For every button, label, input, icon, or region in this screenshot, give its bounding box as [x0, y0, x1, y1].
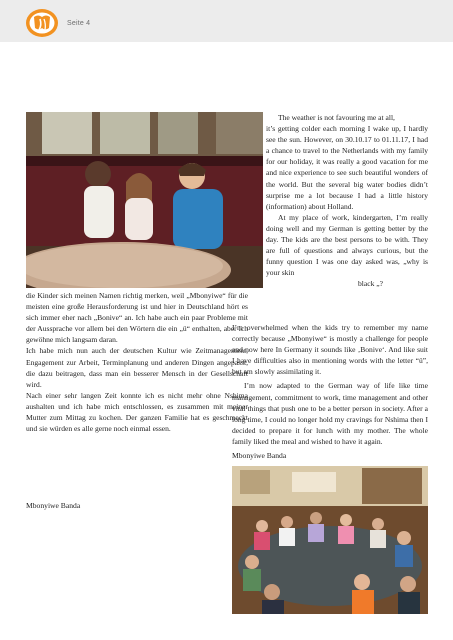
english-paragraph-2: At my place of work, kindergarten, I’m really doing well and my German is getting better by the day. The kids are the best persons to be with. They are full of questions and always curious, but the funny question I was one day asked was, „why is your skin — [266, 212, 428, 278]
english-paragraph-2-end: black „? — [358, 279, 383, 289]
english-paragraph-3: I’m overwhelmed when the kids try to remember my name correctly because „Mbonyiwe“ is mostly a challenge for people and now here In Germany it sounds like ‚Bonive‘. And like suit I have difficulties also in mentioning words with the letter “ü”, but am slowly assimilating it. — [232, 323, 428, 377]
english-column-bottom — [232, 322, 428, 447]
german-signature: Mbonyiwe Banda — [26, 501, 81, 510]
english-signature: Mbonyiwe Banda — [232, 451, 287, 460]
english-paragraph-4: I’m now adapted to the German way of life like time management, commitment to work, time management and other vital things that push one to be a better person in society. After a long time, I could no longer hold my cravings for Nshima then I decided to prepare it for lunch with my mother. The whole family liked the meal and wished to have it again. — [232, 381, 428, 446]
english-paragraph-1: it’s getting colder each morning I wake up, I hardly see the sun. However, on 30.10.17 to 01.11.17, I had a chance to travel to the Netherlands with my family for our holiday, it was really a good vacation for me and nice experience to see such beautiful wonders of the world. But the several big water bodies didn’t surprise me a lot because I had a little history (information) about Holland. — [266, 124, 428, 211]
german-paragraph-1: die Kinder sich meinen Namen richtig merken, weil „Mbonyiwe“ für die meisten eine große Herausforderung ist und hier in Deutschland hört es sich immer eher nach „Bonive“ an. Ich habe auch ein paar Probleme mit der Aussprache vor allem bei den Wörtern die ein „ü“ enthalten, aber ich gewöhne mich langsam daran. — [26, 291, 248, 345]
english-paragraph-1-line-1: The weather is not favouring me at all, — [278, 113, 395, 122]
page-number: Seite 4 — [67, 20, 91, 27]
english-column-top — [266, 112, 428, 290]
german-paragraph-3: Nach einer sehr langen Zeit konnte ich es nicht mehr ohne Nshima aushalten und ich habe mich entschlossen, es zusammen mit meiner Mutter zum Mittag zu kochen. Der ganzen Familie hat es geschmeckt und sie würden es alle gerne noch einmal essen. — [26, 390, 248, 434]
german-paragraph-2: Ich habe mich nun auch der deutschen Kultur wie Zeitmanagement, Engagement zur Arbeit, Terminplanung und anderen Dingen angepasst, die dazu beitragen, dass man ein besserer Mensch in der Gesellschaft wird. — [26, 346, 248, 389]
logo-icon — [25, 8, 59, 38]
photo-children-sitting-in-circle — [232, 466, 428, 614]
photo-three-children-at-table — [26, 112, 263, 288]
german-column — [26, 290, 248, 434]
